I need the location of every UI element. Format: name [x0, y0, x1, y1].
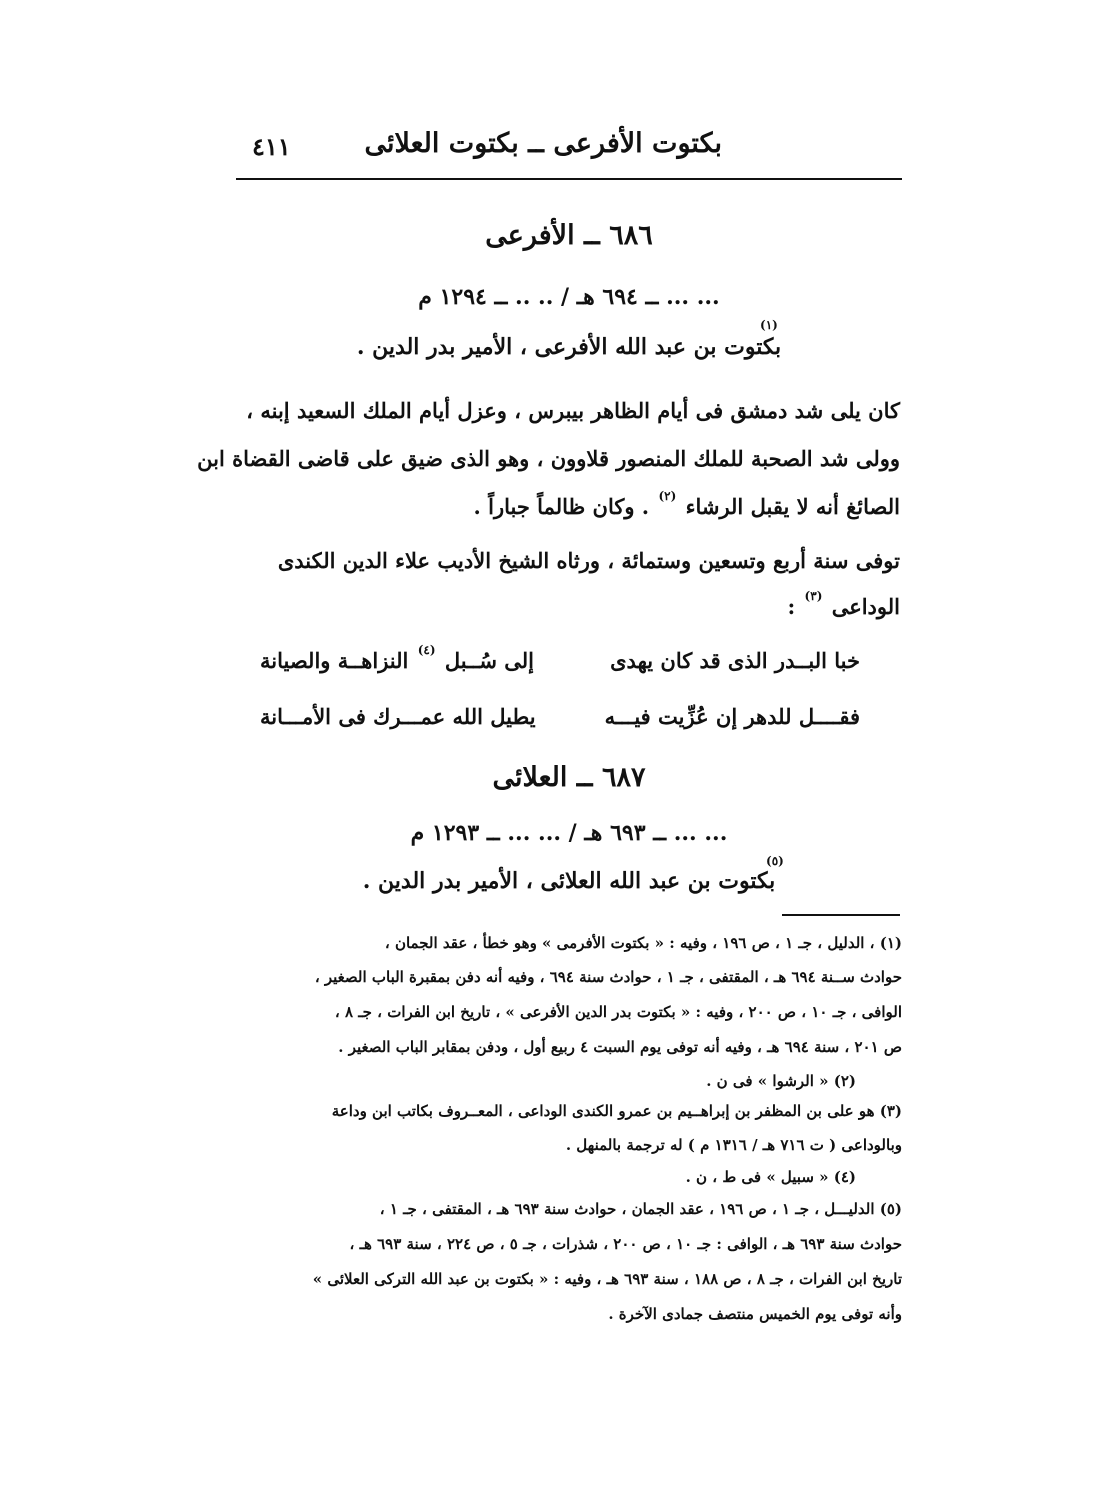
entry-687-title: ٦٨٧ ــ العلائى	[492, 762, 646, 793]
footnote-ref-3: (٣)	[804, 589, 823, 603]
entry-687-intro	[238, 854, 900, 894]
paragraph-1-line-3-a: الصائغ أنه لا يقبل الرشاء	[685, 494, 900, 519]
footnote-1-line-2: حوادث ســنة ٦٩٤ هـ ، المقتفى ، جـ ١ ، حوادث سنة ٦٩٤ ، وفيه أنه دفن بمقبرة الباب الصغير ،	[314, 968, 902, 986]
footnote-1-line-4: ص ٢٠١ ، سنة ٦٩٤ هـ ، وفيه أنه توفى يوم السبت ٤ ربيع أول ، ودفن بمقابر الباب الصغير .	[338, 1038, 902, 1056]
entry-686-dates: ... ... ــ ٦٩٤ هـ / .. .. ــ ١٢٩٤ م	[418, 284, 720, 310]
verse-1-first-hemistich: خبا البــدر الذى قد كان يهدى	[610, 648, 860, 673]
footnote-3-line-1: (٣) هو على بن المظفر بن إبراهــيم بن عمرو الكندى الوداعى ، المعــروف بكاتب ابن وداعة	[331, 1102, 902, 1120]
footnote-1-line-3: الوافى ، جـ ١٠ ، ص ٢٠٠ ، وفيه : « بكتوت بدر الدين الأفرعى » ، تاريخ ابن الفرات ، جـ ٨ ،	[334, 1003, 902, 1021]
paragraph-1-line-3	[238, 489, 900, 519]
header-rule	[236, 178, 902, 180]
paragraph-2-line-2-b: :	[787, 594, 796, 619]
footnote-ref-5: (٥)	[766, 854, 784, 868]
footnote-1-line-1: (١) ، الدليل ، جـ ١ ، ص ١٩٦ ، وفيه : « بكتوت الأفرمى » وهو خطأ ، عقد الجمان ،	[384, 934, 902, 952]
paragraph-2-line-1: توفى سنة أربع وتسعين وستمائة ، ورثاه الشيخ الأديب علاء الدين الكندى	[277, 548, 900, 573]
running-header-title: بكتوت الأفرعى ــ بكتوت العلائى	[364, 128, 722, 159]
entry-686-intro	[238, 318, 900, 360]
running-header	[238, 128, 900, 180]
footnote-5-line-1: (٥) الدليـــل ، جـ ١ ، ص ١٩٦ ، عقد الجمان ، حوادث سنة ٦٩٣ هـ ، المقتفى ، جـ ١ ،	[379, 1200, 902, 1218]
page-number: ٤١١	[252, 132, 291, 161]
verse-2-second-hemistich: يطيل الله عمـــرك فى الأمـــانة	[260, 704, 536, 729]
paragraph-1-line-3-b: . وكان ظالماً جباراً .	[473, 494, 650, 519]
verse-1-second-a: إلى سُــبل	[444, 648, 535, 673]
footnote-4: (٤) « سبيل » فى ط ، ن .	[685, 1168, 856, 1186]
entry-687-dates: ... ... ــ ٦٩٣ هـ / ... ... ــ ١٢٩٣ م	[410, 820, 728, 846]
entry-686-intro-text: بكتوت بن عبد الله الأفرعى ، الأمير بدر الدين .	[356, 334, 782, 360]
verse-1-second-hemistich	[260, 643, 535, 673]
paragraph-1-line-1: كان يلى شد دمشق فى أيام الظاهر بيبرس ، وعزل أيام الملك السعيد إبنه ،	[246, 398, 900, 423]
paragraph-2-line-2-a: الوداعى	[831, 594, 900, 619]
footnote-5-line-2: حوادث سنة ٦٩٣ هـ ، الوافى : جـ ١٠ ، ص ٢٠٠ ، شذرات ، جـ ٥ ، ص ٢٢٤ ، سنة ٦٩٣ هـ ،	[349, 1235, 902, 1253]
entry-686-title: ٦٨٦ ــ الأفرعى	[485, 220, 653, 251]
footnote-2: (٢) « الرشوا » فى ن .	[706, 1072, 856, 1090]
verse-2-first-hemistich: فقــــل للدهر إن عُزِّيت فيـــه	[604, 704, 860, 729]
paragraph-2-line-2	[238, 589, 900, 619]
footnote-5-line-3: تاريخ ابن الفرات ، جـ ٨ ، ص ١٨٨ ، سنة ٦٩٣ هـ ، وفيه : « بكتوت بن عبد الله التركى العلائى »	[312, 1270, 902, 1288]
entry-687-intro-text: بكتوت بن عبد الله العلائى ، الأمير بدر الدين .	[362, 868, 776, 894]
footnote-3-line-2: وبالوداعى ( ت ٧١٦ هـ / ١٣١٦ م ) له ترجمة بالمنهل .	[565, 1136, 902, 1154]
footnote-5-line-4: وأنه توفى يوم الخميس منتصف جمادى الآخرة .	[608, 1305, 902, 1323]
footnote-ref-2: (٢)	[658, 489, 677, 503]
footnote-rule	[782, 914, 900, 916]
verse-1-second-b: النزاهــة والصيانة	[260, 648, 409, 673]
footnote-ref-4: (٤)	[417, 643, 436, 657]
footnote-ref-1: (١)	[760, 318, 778, 332]
paragraph-1-line-2: وولى شد الصحبة للملك المنصور قلاوون ، وهو الذى ضيق على قاضى القضاة ابن	[197, 446, 900, 471]
